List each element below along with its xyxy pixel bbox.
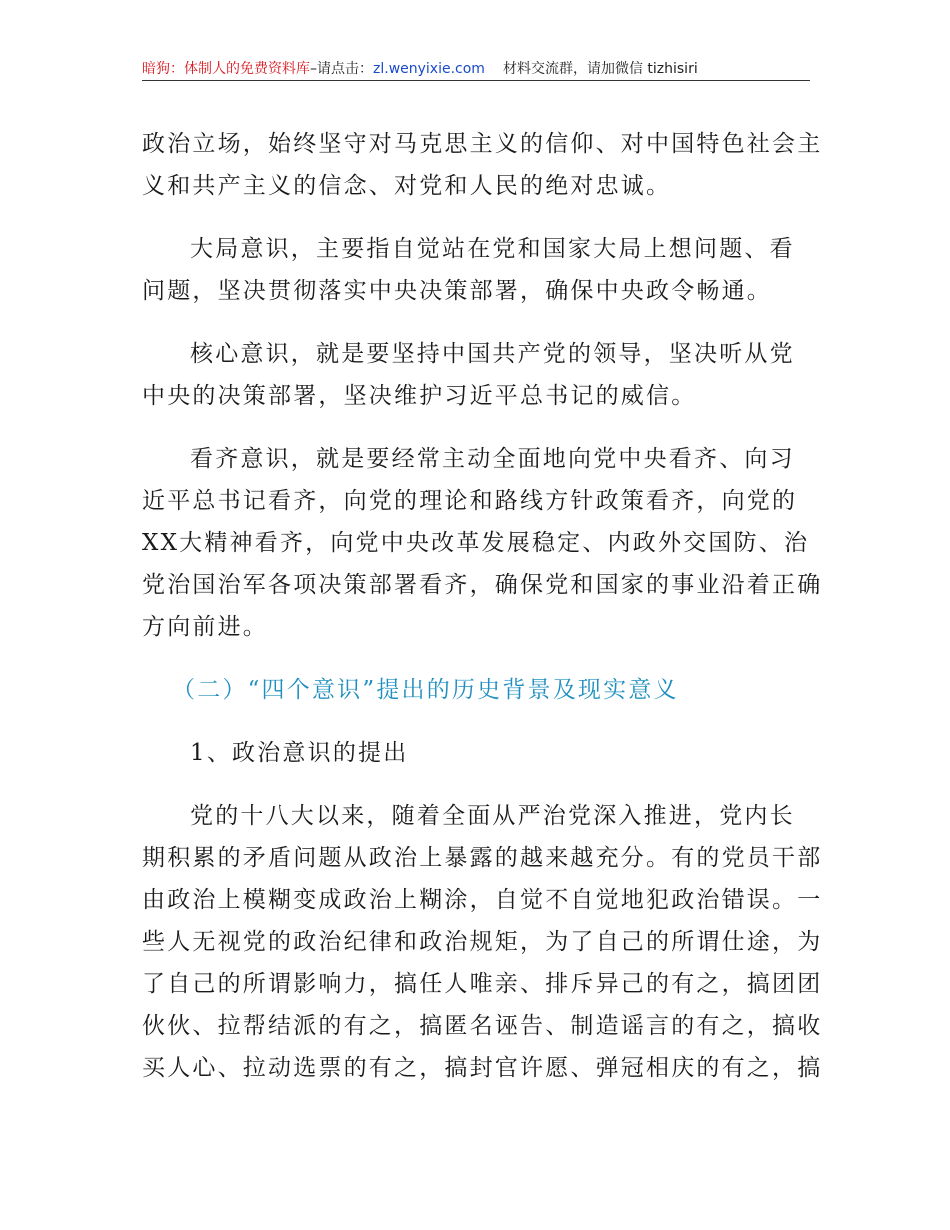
text-line: 中央的决策部署，坚决维护习近平总书记的威信。 [142, 383, 697, 409]
text-line: 近平总书记看齐，向党的理论和路线方针政策看齐，向党的 [142, 488, 798, 514]
text-line: 期积累的矛盾问题从政治上暴露的越来越充分。有的党员干部 [142, 845, 823, 871]
page-header [142, 58, 810, 80]
text-line: 看齐意识，就是要经常主动全面地向党中央看齐、向习 [190, 446, 795, 472]
header-site-name: 暗狗：体制人的免费资料库 [142, 61, 310, 77]
text-line: 些人无视党的政治纪律和政治规矩，为了自己的所谓仕途，为 [142, 929, 823, 955]
text-line: XX大精神看齐，向党中央改革发展稳定、内政外交国防、治 [142, 530, 810, 556]
paragraph-political-stance [142, 123, 823, 207]
text-line: 问题，坚决贯彻落实中央决策部署，确保中央政令畅通。 [142, 278, 772, 304]
text-line: 伙伙、拉帮结派的有之，搞匿名诬告、制造谣言的有之，搞收 [142, 1013, 823, 1039]
section-subheading: （二）“四个意识”提出的历史背景及现实意义 [172, 677, 679, 703]
header-group-notice: 材料交流群，请加微信 tizhisiri [502, 61, 698, 77]
text-line: 由政治上模糊变成政治上糊涂，自觉不自觉地犯政治错误。一 [142, 887, 823, 913]
paragraph-alignment-awareness [142, 438, 823, 648]
text-line: 买人心、拉动选票的有之，搞封官许愿、弹冠相庆的有之，搞 [142, 1055, 823, 1081]
header-prompt: –请点击： [310, 61, 373, 77]
text-line: 核心意识，就是要坚持中国共产党的领导，坚决听从党 [190, 341, 795, 367]
header-url-link[interactable]: zl.wenyixie.com [373, 61, 485, 77]
paragraph-political-awareness-origin [142, 795, 823, 1089]
list-heading: 1、政治意识的提出 [190, 740, 409, 766]
paragraph-overall-awareness [142, 228, 812, 312]
paragraph-core-awareness [142, 333, 812, 417]
text-line: 方向前进。 [142, 614, 268, 640]
document-body [142, 123, 823, 1089]
header-divider [142, 80, 810, 81]
text-line: 政治立场，始终坚守对马克思主义的信仰、对中国特色社会主 [142, 131, 823, 157]
text-line: 义和共产主义的信念、对党和人民的绝对忠诚。 [142, 173, 672, 199]
text-line: 党的十八大以来，随着全面从严治党深入推进，党内长 [190, 803, 795, 829]
text-line: 党治国治军各项决策部署看齐，确保党和国家的事业沿着正确 [142, 572, 823, 598]
text-line: 大局意识，主要指自觉站在党和国家大局上想问题、看 [190, 236, 795, 262]
text-line: 了自己的所谓影响力，搞任人唯亲、排斥异己的有之，搞团团 [142, 971, 823, 997]
